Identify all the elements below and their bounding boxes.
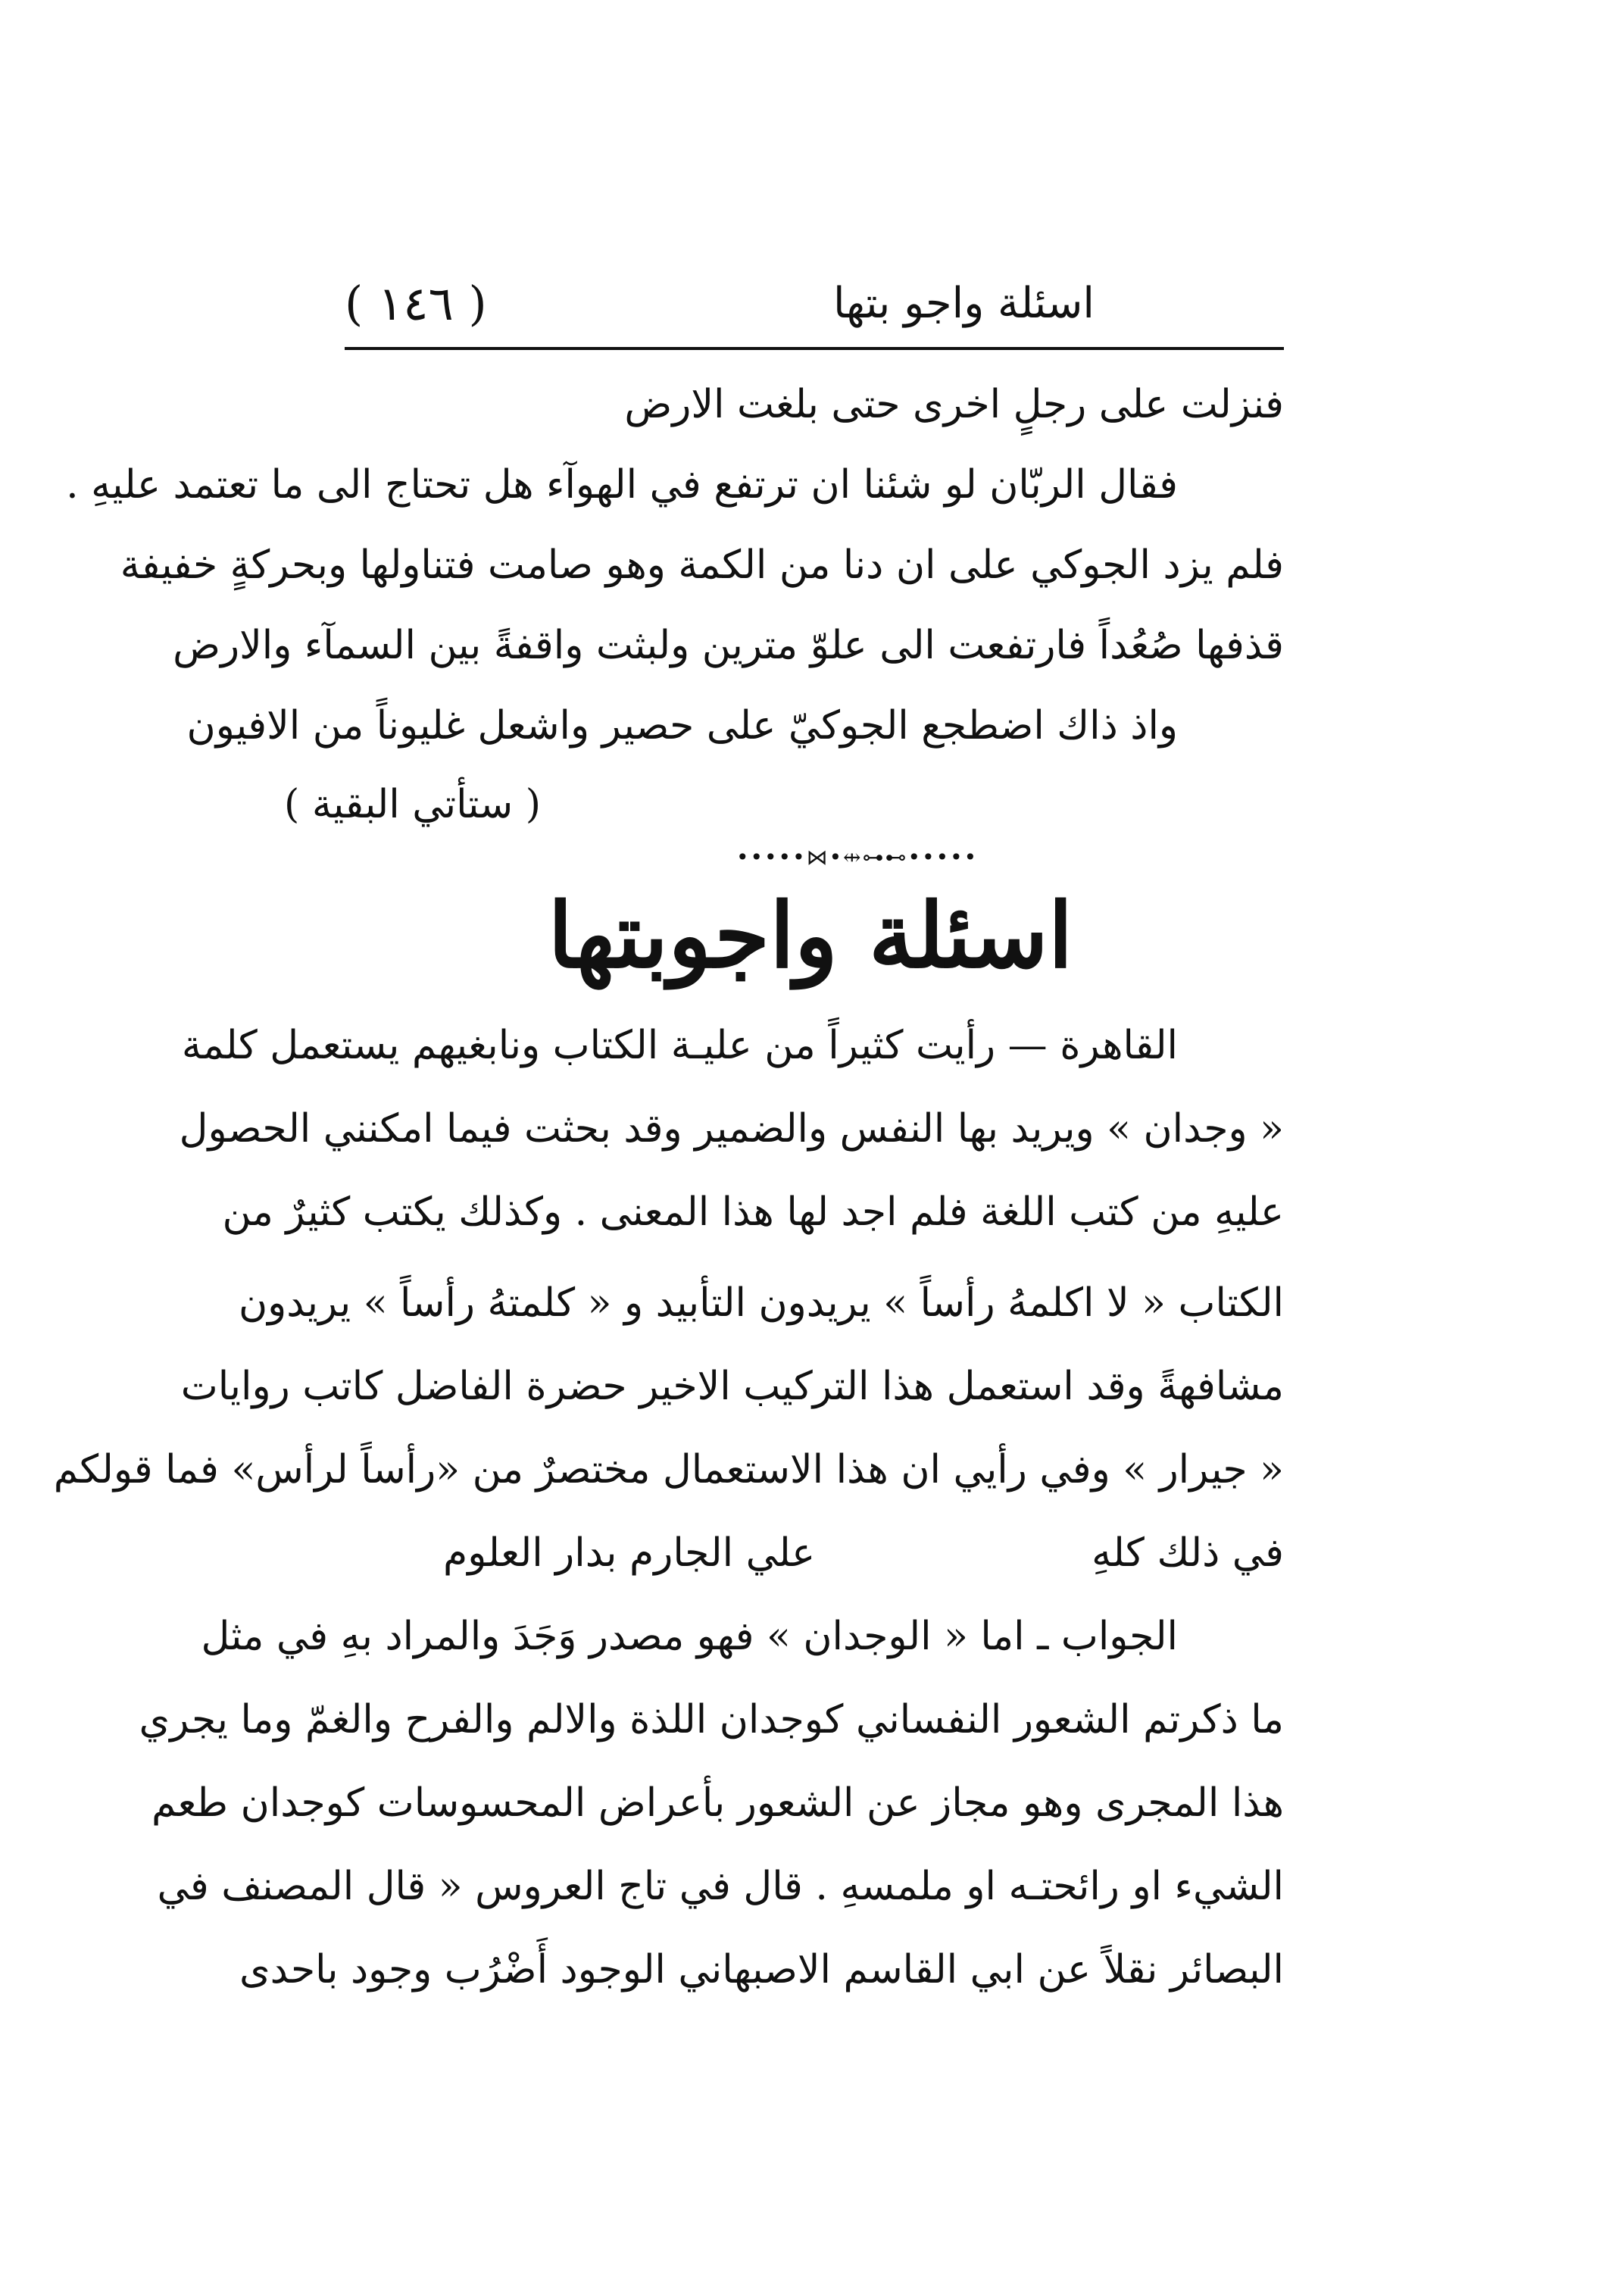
page-header [345, 273, 1284, 333]
question-line-3: عليهِ من كتب اللغة فلم اجد لها هذا المعنى . وكذلك يكتب كثيرٌ من [222, 1189, 1284, 1235]
to-be-continued: ( ستأتي البقية ) [284, 782, 541, 827]
story-line-5: واذ ذاك اضطجع الجوكيّ على حصير واشعل غليوناً من الافيون [186, 703, 1178, 749]
answer-line-1: الجواب ـ اما « الوجدان » فهو مصدر وَجَدَ والمراد بهِ في مثل [201, 1614, 1178, 1659]
header-rule [345, 347, 1284, 350]
answer-line-2: ما ذكرتم الشعور النفساني كوجدان اللذة والالم والفرح والغمّ وما يجري [139, 1697, 1284, 1742]
answer-line-3: هذا المجرى وهو مجاز عن الشعور بأعراض المحسوسات كوجدان طعم [151, 1780, 1284, 1826]
story-line-1: فنزلت على رجلٍ اخرى حتى بلغت الارض [624, 382, 1284, 427]
answer-line-4: الشيء او رائحتـه او ملمسهِ . قال في تاج العروس « قال المصنف في [157, 1864, 1284, 1909]
section-ornament: •••••⋈•⇹⊶⊷••••• [736, 845, 979, 870]
question-signature: علي الجارم بدار العلوم [443, 1530, 816, 1576]
story-line-3: فلم يزد الجوكي على ان دنا من الكمة وهو صامت فتناولها وبحركةٍ خفيفة [120, 542, 1284, 588]
question-line-2: « وجدان » ويريد بها النفس والضمير وقد بحثت فيما امكنني الحصول [179, 1106, 1284, 1152]
page-number: ( ١٤٦ ) [345, 275, 487, 331]
question-last-line: في ذلك كلهِ [1092, 1530, 1284, 1576]
story-line-4: قذفها صُعُداً فارتفعت الى علوّ مترين ولبثت واقفةً بين السمآء والارض [173, 623, 1284, 668]
question-line-1: القاهرة — رأيت كثيراً من عليـة الكتاب ونابغيهم يستعمل كلمة [181, 1023, 1178, 1068]
question-closing-line [345, 1515, 1284, 1591]
story-line-2: فقال الربّان لو شئنا ان ترتفع في الهوآء هل تحتاج الى ما تعتمد عليهِ . [66, 462, 1178, 508]
question-line-6: « جيرار » وفي رأيي ان هذا الاستعمال مختصرٌ من «رأساً لرأس» فما قولكم [53, 1447, 1284, 1492]
question-line-4: الكتاب « لا اكلمهُ رأساً » يريدون التأبيد و « كلمتهُ رأساً » يريدون [238, 1280, 1284, 1326]
answer-line-5: البصائر نقلاً عن ابي القاسم الاصبهاني الوجود أَضْرُب وجود باحدى [239, 1947, 1284, 1993]
section-title: اسئلة واجوبتها [548, 883, 1073, 988]
question-line-5: مشافهةً وقد استعمل هذا التركيب الاخير حضرة الفاضل كاتب روايات [180, 1364, 1284, 1409]
running-title: اسئلة واجو بتها [832, 278, 1095, 328]
